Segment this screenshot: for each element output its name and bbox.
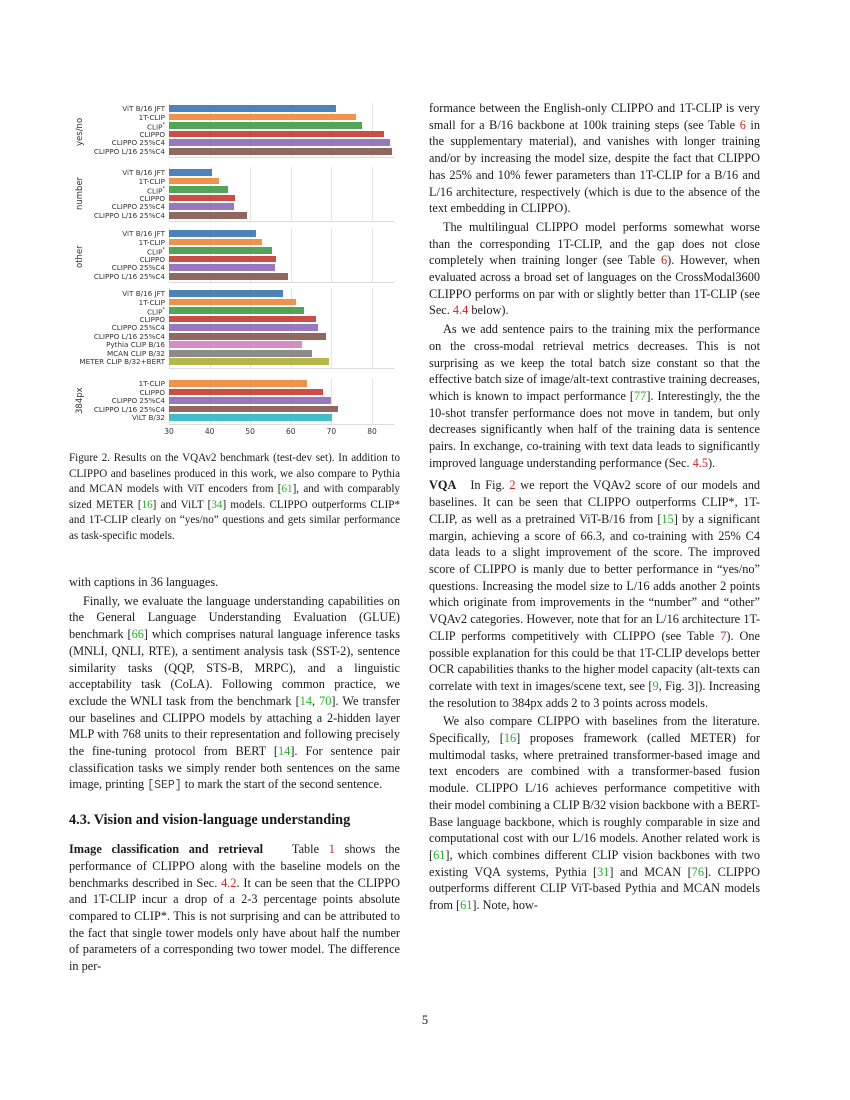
x-tick-label: 50 (245, 427, 255, 436)
bar-row (70, 230, 410, 238)
bar (169, 406, 338, 413)
bar-row (70, 105, 410, 113)
bar-row (70, 148, 410, 156)
bar-label: ViT B/16 JFT (122, 229, 165, 238)
bar-label: Pythia CLIP B/16 (106, 340, 165, 350)
bar-label: CLIPPO (139, 314, 165, 324)
bar-row (70, 114, 410, 122)
bar (169, 341, 302, 348)
figure-link[interactable]: 2 (509, 478, 516, 493)
citation-link[interactable]: 61 (433, 847, 446, 862)
citation-link[interactable]: 14 (299, 693, 312, 708)
right-column (429, 100, 760, 914)
bar (169, 114, 356, 121)
x-tick-label: 30 (164, 427, 174, 436)
bar-row (70, 178, 410, 186)
bar-label: ViLT B/32 (132, 413, 165, 423)
bar (169, 105, 336, 112)
panel-label: other (75, 245, 85, 269)
bar-label: 1T-CLIP (138, 379, 165, 388)
caption-label: Figure 2. (69, 452, 111, 464)
bar-label: CLIPPO (139, 193, 165, 203)
citation-link[interactable]: 15 (661, 511, 674, 526)
section-heading: 4.3. Vision and vision-language understanding (69, 812, 351, 829)
section-link[interactable]: 4.4 (452, 303, 469, 318)
bar-row (70, 406, 410, 414)
table-link[interactable]: 6 (660, 253, 668, 268)
citation-link[interactable]: 16 (141, 498, 153, 511)
section-link[interactable]: 4.5 (692, 455, 708, 470)
bar-row (70, 186, 410, 194)
bar-row (70, 212, 410, 220)
table-link[interactable]: 6 (739, 117, 746, 132)
x-tick-label: 40 (204, 427, 215, 436)
bar (169, 290, 283, 297)
bar-row (70, 290, 410, 298)
bar-label: MCAN CLIP B/32 (106, 348, 165, 358)
bar-label: CLIPPO (139, 387, 165, 397)
citation-link[interactable]: 61 (460, 898, 473, 913)
bar (169, 350, 312, 357)
bar (169, 230, 256, 237)
paragraph: with captions in 36 languages. (69, 575, 219, 589)
bar-row (70, 122, 410, 130)
left-column (69, 574, 400, 975)
paragraph: Image classification and retrieval Table 1 shows the performance of CLIPPO along with the baseline models on the benchmarks described in Sec. 4.2. It can be seen that the CLIPPO and 1T-CLIP incur a drop of a 2-3 percentage points absolute compared to CLIP*. This is not surprising and can be attributed to the fact that single tower models only have about half the number of parameters of a corresponding two tower model. The difference in per- (69, 842, 401, 974)
bar-label: 1T-CLIP (138, 237, 165, 247)
bar-row (70, 169, 410, 177)
bar-label: 1T-CLIP (138, 112, 165, 122)
code-token: [SEP] (147, 779, 182, 793)
bar-label: 1T-CLIP (138, 176, 165, 186)
bar-label: ViT B/16 JFT (122, 104, 165, 113)
bar (169, 203, 234, 210)
vqav2-bar-chart (70, 97, 410, 442)
bar-label: CLIPPO 25%C4 (111, 138, 165, 148)
table-link[interactable]: 7 (720, 628, 727, 643)
paragraph: As we add sentence pairs to the training mix the performance on the cross-modal retrieval metrics decreases. This is not surprising as we keep the total batch size constant so that the effective batch size of image/alt-text contrastive training decreases, which is known to impact performance [77]. Interestingly, the the 10-shot transfer performance does not move in tandem, but only decreases significantly when half of the training data is sentence pairs. In exchange, co-training with text data leads to significantly improved language understanding performance (Sec. 4.5). (429, 322, 760, 470)
bar (169, 358, 329, 365)
citation-link[interactable]: 66 (131, 627, 144, 642)
chart-panel-yes-no (70, 103, 410, 158)
bar-row (70, 247, 410, 255)
bar-label: CLIP* (147, 307, 165, 317)
bar-label: CLIPPO L/16 25%C4 (93, 404, 165, 414)
bar-row (70, 299, 410, 307)
citation-link[interactable]: 16 (503, 731, 517, 746)
bar (169, 414, 332, 421)
bar-label: CLIPPO 25%C4 (111, 202, 165, 212)
bar-row (70, 358, 410, 366)
chart-panel-other (70, 228, 410, 283)
bar (169, 122, 362, 129)
paragraph: The multilingual CLIPPO model performs somewhat worse than the corresponding 1T-CLIP, and the gap does not close completely when training longer (see Table 6). However, when evaluated across a broad set of languages on the CrossModal3600 CLIPPO performs on par with or slightly better than 1T-CLIP (see Sec. 4.4 below). (429, 219, 760, 318)
figure-caption: Figure 2. Results on the VQAv2 benchmark (test-dev set). In addition to CLIPPO and baselines produced in this work, we also compare to Pythia and MCAN models with ViT encoders from [61], and with comparably sized METER [16] and ViLT [34] models. CLIPPO outperforms CLIP* and 1T-CLIP clearly on “yes/no” questions and gets similar performance as task-specific models. (69, 452, 400, 542)
bar (169, 256, 276, 263)
chart-panel-384px (70, 378, 410, 425)
paragraph: formance between the English-only CLIPPO and 1T-CLIP is very small for a B/16 backbone at 100k training steps (see Table 6 in the supplementary material), and vanishes with longer training and/or by increasing the model size, despite the fact that CLIPPO has 25% and 10% fewer parameters than 1T-CLIP for a B/16 and L/16 architecture, respectively (which is due to the absence of the text embedding in CLIPPO). (429, 101, 760, 216)
panel-label: yes/no (75, 117, 85, 146)
citation-link[interactable]: 31 (597, 864, 610, 879)
bar-label: 1T-CLIP (138, 297, 165, 307)
paragraph: Finally, we evaluate the language understanding capabilities on the General Language Understanding Evaluation (GLUE) benchmark [66] which comprises natural language inference tasks (MNLI, QNLI, RTE), a sentiment analysis task (SST-2), sentence similarity tasks (QQP, STS-B, MRPC), and a linguistic acceptability task (CoLA). Following common practice, we exclude the WNLI task from the benchmark [14, 70]. We transfer our baselines and CLIPPO models by attaching a 2-hidden layer MLP with 768 units to their representation and following precisely the fine-tuning protocol from BERT [14]. For sentence pair classification tasks we simply render both sentences on the same image, printing [SEP] to mark the start of the second sentence. (69, 593, 401, 793)
bar (169, 307, 304, 314)
bar-row (70, 273, 410, 281)
bar-label: CLIPPO L/16 25%C4 (93, 331, 165, 341)
section-link[interactable]: 4.2 (221, 875, 237, 890)
bar-row (70, 239, 410, 247)
citation-link[interactable]: 70 (319, 693, 332, 708)
citation-link[interactable]: 77 (634, 388, 647, 403)
panel-label: 384px (75, 387, 85, 414)
bar-label: METER CLIP B/32+BERT (79, 357, 165, 367)
bar (169, 264, 275, 271)
bar (169, 247, 272, 254)
bar (169, 273, 288, 280)
bar (169, 148, 392, 155)
bar-row (70, 307, 410, 315)
bar (169, 186, 228, 193)
citation-link[interactable]: 76 (691, 864, 704, 879)
bar (169, 239, 262, 246)
bar (169, 131, 384, 138)
bar (169, 139, 390, 146)
bar (169, 316, 316, 323)
bar-label: CLIPPO (139, 254, 165, 264)
paragraph: We also compare CLIPPO with baselines from the literature. Specifically, [16] proposes framework (called METER) for multimodal tasks, where pretrained transformer-based image and text encoders are combined with a transformer-based fusion module. CLIPPO L/16 achieves performance competitive with their model combining a CLIP B/32 vision backbone with a BERT-Base language backbone, which is roughly comparable in size and computational cost with our L/16 models. Another related work is [61], which combines different CLIP vision backbones with two existing VQA systems, Pythia [31] and MCAN [76]. CLIPPO outperforms different CLIP ViT-based Pythia and MCAN models from [61]. Note, how- (429, 714, 760, 913)
bar (169, 397, 331, 404)
bar (169, 333, 326, 340)
bar (169, 195, 235, 202)
paragraph: VQA In Fig. 2 we report the VQAv2 score of our models and baselines. It can be seen that CLIPPO outperforms CLIP*, 1T-CLIP, as well as a pretrained ViT-B/16 from [15] by a significant margin, achieving a score of 66.3, and co-training with 25% C4 data leads to a slight improvement of the score. The improved score of CLIPPO is manly due to better performance in “yes/no” questions. Increasing the model size to L/16 adds another 2 points which originate from improvements in the “number” and “other” VQAv2 categories. However, note that for an L/16 architecture 1T-CLIP performs competitively with CLIPPO (see Table 7). One possible explanation for this could be that 1T-CLIP develops better OCR capabilities thanks to the higher model capacity (alt-texts can correlate with text in images/scene text, see [9, Fig. 3]). Increasing the resolution to 384px adds 2 to 3 points across models. (429, 478, 761, 710)
citation-link[interactable]: 61 (281, 483, 293, 496)
bar-label: CLIPPO 25%C4 (111, 396, 165, 406)
bar-label: CLIPPO (139, 129, 165, 139)
bar-label: CLIPPO 25%C4 (111, 323, 165, 333)
bar (169, 324, 318, 331)
chart-panel-number (70, 167, 410, 222)
paragraph-lead: VQA (429, 478, 457, 493)
bar-label: CLIP* (147, 122, 165, 132)
bar (169, 169, 212, 176)
bar-label: ViT B/16 JFT (122, 289, 165, 298)
bar-row (70, 414, 410, 422)
x-tick-label: 70 (326, 427, 337, 436)
citation-link[interactable]: 34 (211, 498, 223, 511)
bar-label: CLIPPO 25%C4 (111, 263, 165, 273)
bar (169, 299, 296, 306)
bar-label: ViT B/16 JFT (122, 168, 165, 177)
bar-label: CLIPPO L/16 25%C4 (93, 210, 165, 220)
chart-panel-overall (70, 288, 410, 369)
bar-label: CLIP* (147, 186, 165, 196)
panel-label: number (75, 176, 85, 210)
bar-label: CLIPPO L/16 25%C4 (93, 146, 165, 156)
bar (169, 212, 247, 219)
bar (169, 380, 307, 387)
x-tick-label: 60 (286, 427, 296, 436)
table-link[interactable]: 1 (328, 842, 335, 857)
citation-link[interactable]: 9 (652, 678, 659, 693)
bar-label: CLIP* (147, 247, 165, 257)
paragraph-lead: Image classification and retrieval (69, 842, 264, 857)
page-number: 5 (421, 1013, 429, 1027)
x-tick-label: 80 (367, 427, 377, 436)
bar-label: CLIPPO L/16 25%C4 (93, 271, 165, 281)
bar (169, 178, 219, 185)
bar (169, 389, 323, 396)
bar-row (70, 380, 410, 388)
citation-link[interactable]: 14 (278, 744, 291, 759)
